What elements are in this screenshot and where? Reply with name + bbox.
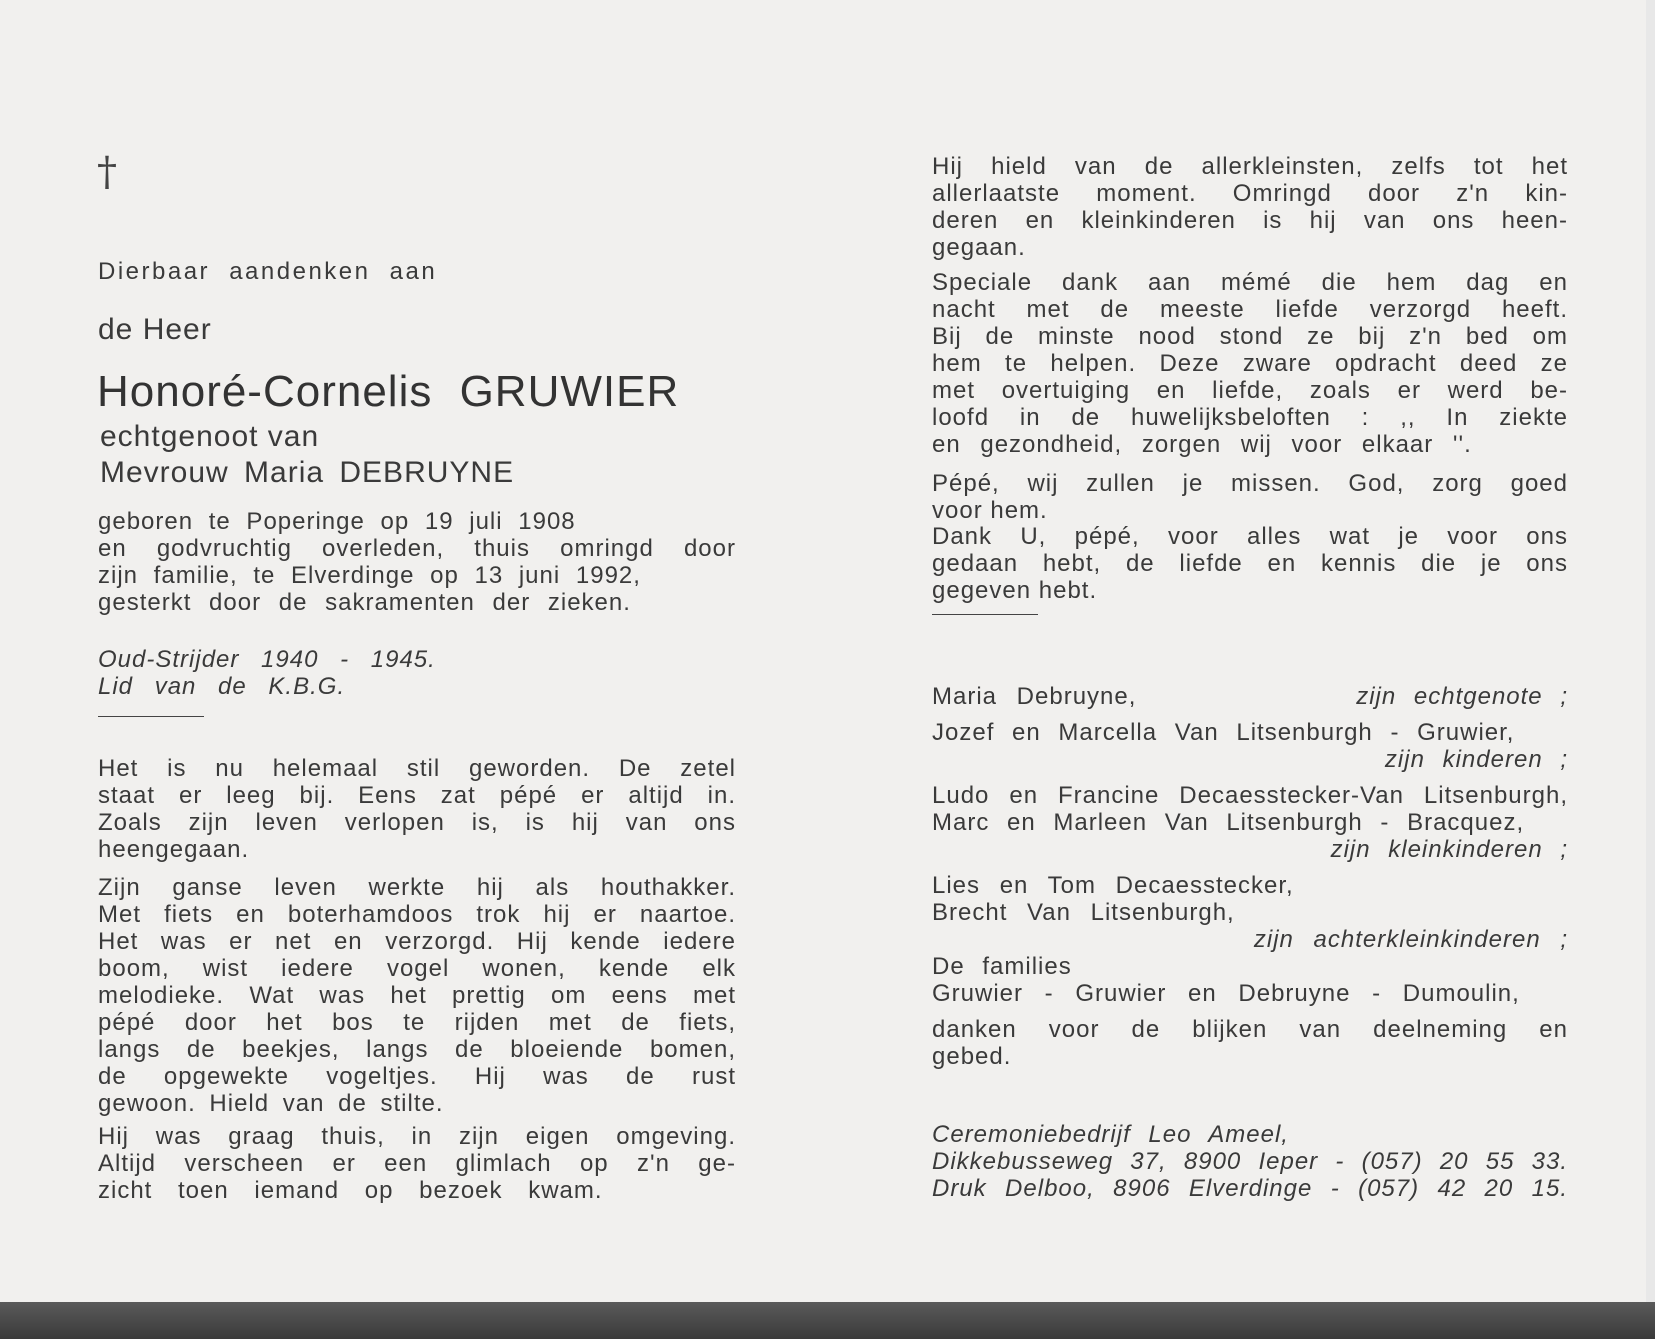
text-line: heengegaan. bbox=[98, 836, 250, 863]
text-line: Pépé, wij zullen je missen. God, zorg goed bbox=[932, 470, 1568, 497]
text-line: gegaan. bbox=[932, 234, 1026, 261]
text-line: loofd in de huwelijksbeloften : ,, In ziekte bbox=[932, 404, 1568, 431]
text-line: nacht met de meeste liefde verzorgd heeft. bbox=[932, 296, 1568, 323]
text-line: en gezondheid, zorgen wij voor elkaar ''. bbox=[932, 431, 1472, 458]
family-role: zijn kleinkinderen ; bbox=[1330, 836, 1568, 863]
paragraph bbox=[98, 1123, 736, 1204]
honors bbox=[98, 646, 736, 700]
divider bbox=[98, 716, 204, 717]
text-line: Zoals zijn leven verlopen is, is hij van ons bbox=[98, 809, 736, 836]
text-line: gegeven hebt. bbox=[932, 577, 1098, 604]
family-role: zijn kinderen ; bbox=[1384, 746, 1568, 773]
text-line: Hij was graag thuis, in zijn eigen omgeving. bbox=[98, 1123, 736, 1150]
text-line: voor hem. bbox=[932, 497, 1048, 524]
text-line: met overtuiging en liefde, zoals er werd be- bbox=[932, 377, 1568, 404]
family-name: Brecht Van Litsenburgh, bbox=[932, 899, 1235, 926]
text-line: de opgewekte vogeltjes. Hij was de rust bbox=[98, 1063, 736, 1090]
family-name: Marc en Marleen Van Litsenburgh - Bracquez, bbox=[932, 809, 1525, 836]
spouse-prefix: echtgenoot van bbox=[100, 420, 320, 453]
thanks-line: danken voor de blijken van deelneming en bbox=[932, 1016, 1568, 1043]
family-role: zijn achterkleinkinderen ; bbox=[1253, 926, 1568, 953]
text-line: allerlaatste moment. Omringd door z'n kin- bbox=[932, 180, 1568, 207]
birth-line: geboren te Poperinge op 19 juli 1908 bbox=[98, 508, 576, 535]
text-line: hem te helpen. Deze zware opdracht deed ze bbox=[932, 350, 1568, 377]
divider bbox=[932, 614, 1038, 615]
text-line: Zijn ganse leven werkte hij als houthakker. bbox=[98, 874, 736, 901]
scan-background bbox=[0, 1302, 1655, 1339]
text-line: Bij de minste nood stond ze bij z'n bed om bbox=[932, 323, 1568, 350]
card-edge bbox=[1646, 0, 1655, 1339]
paragraph bbox=[98, 755, 736, 863]
family-name: Lies en Tom Decaesstecker, bbox=[932, 872, 1294, 899]
paragraph bbox=[932, 470, 1568, 524]
intro-text: Dierbaar aandenken aan bbox=[98, 258, 438, 285]
birth-details bbox=[98, 508, 736, 616]
funeral-home-address: Dikkebusseweg 37, 8900 Ieper - (057) 20 55 33. bbox=[932, 1148, 1568, 1175]
families-names: Gruwier - Gruwier en Debruyne - Dumoulin, bbox=[932, 980, 1520, 1007]
text-line: Hij hield van de allerkleinsten, zelfs tot het bbox=[932, 153, 1568, 180]
birth-line: en godvruchtig overleden, thuis omringd door bbox=[98, 535, 736, 562]
text-line: boom, wist iedere vogel wonen, kende elk bbox=[98, 955, 736, 982]
honor-line: Lid van de K.B.G. bbox=[98, 673, 346, 700]
text-line: Het was er net en verzorgd. Hij kende iedere bbox=[98, 928, 736, 955]
cross-icon: † bbox=[97, 149, 117, 195]
families-title: De families bbox=[932, 953, 1072, 980]
printer-address: Druk Delboo, 8906 Elverdinge - (057) 42 20 15. bbox=[932, 1175, 1568, 1202]
birth-line: gesterkt door de sakramenten der zieken. bbox=[98, 589, 631, 616]
paragraph bbox=[932, 523, 1568, 604]
text-line: deren en kleinkinderen is hij van ons heen- bbox=[932, 207, 1568, 234]
family-list bbox=[932, 683, 1568, 1070]
family-role: zijn echtgenote ; bbox=[1356, 683, 1568, 710]
text-line: Altijd verscheen er een glimlach op z'n ge- bbox=[98, 1150, 736, 1177]
text-line: gedaan hebt, de liefde en kennis die je ons bbox=[932, 550, 1568, 577]
text-line: Speciale dank aan mémé die hem dag en bbox=[932, 269, 1568, 296]
paragraph bbox=[98, 874, 736, 1117]
text-line: Dank U, pépé, voor alles wat je voor ons bbox=[932, 523, 1568, 550]
spouse-row bbox=[932, 683, 1568, 710]
birth-line: zijn familie, te Elverdinge op 13 juni 1992, bbox=[98, 562, 641, 589]
text-line: pépé door het bos te rijden met de fiets, bbox=[98, 1009, 736, 1036]
footer bbox=[932, 1121, 1568, 1202]
paragraph bbox=[932, 153, 1568, 261]
text-line: zicht toen iemand op bezoek kwam. bbox=[98, 1177, 603, 1204]
text-line: staat er leeg bij. Eens zat pépé er altijd in. bbox=[98, 782, 736, 809]
text-line: gewoon. Hield van de stilte. bbox=[98, 1090, 444, 1117]
spouse-name: Mevrouw Maria DEBRUYNE bbox=[100, 456, 515, 489]
text-line: melodieke. Wat was het prettig om eens met bbox=[98, 982, 736, 1009]
text-line: Met fiets en boterhamdoos trok hij er naartoe. bbox=[98, 901, 736, 928]
paragraph bbox=[932, 269, 1568, 458]
salutation: de Heer bbox=[98, 313, 212, 346]
family-name: Maria Debruyne, bbox=[932, 683, 1137, 710]
text-line: Het is nu helemaal stil geworden. De zetel bbox=[98, 755, 736, 782]
thanks-line: gebed. bbox=[932, 1043, 1012, 1070]
family-name: Jozef en Marcella Van Litsenburgh - Gruwier, bbox=[932, 719, 1515, 746]
family-name: Ludo en Francine Decaesstecker-Van Litsenburgh, bbox=[932, 782, 1568, 809]
honor-line: Oud-Strijder 1940 - 1945. bbox=[98, 646, 436, 673]
deceased-name: Honoré-Cornelis GRUWIER bbox=[97, 367, 680, 416]
text-line: langs de beekjes, langs de bloeiende bomen, bbox=[98, 1036, 736, 1063]
funeral-home: Ceremoniebedrijf Leo Ameel, bbox=[932, 1121, 1289, 1148]
